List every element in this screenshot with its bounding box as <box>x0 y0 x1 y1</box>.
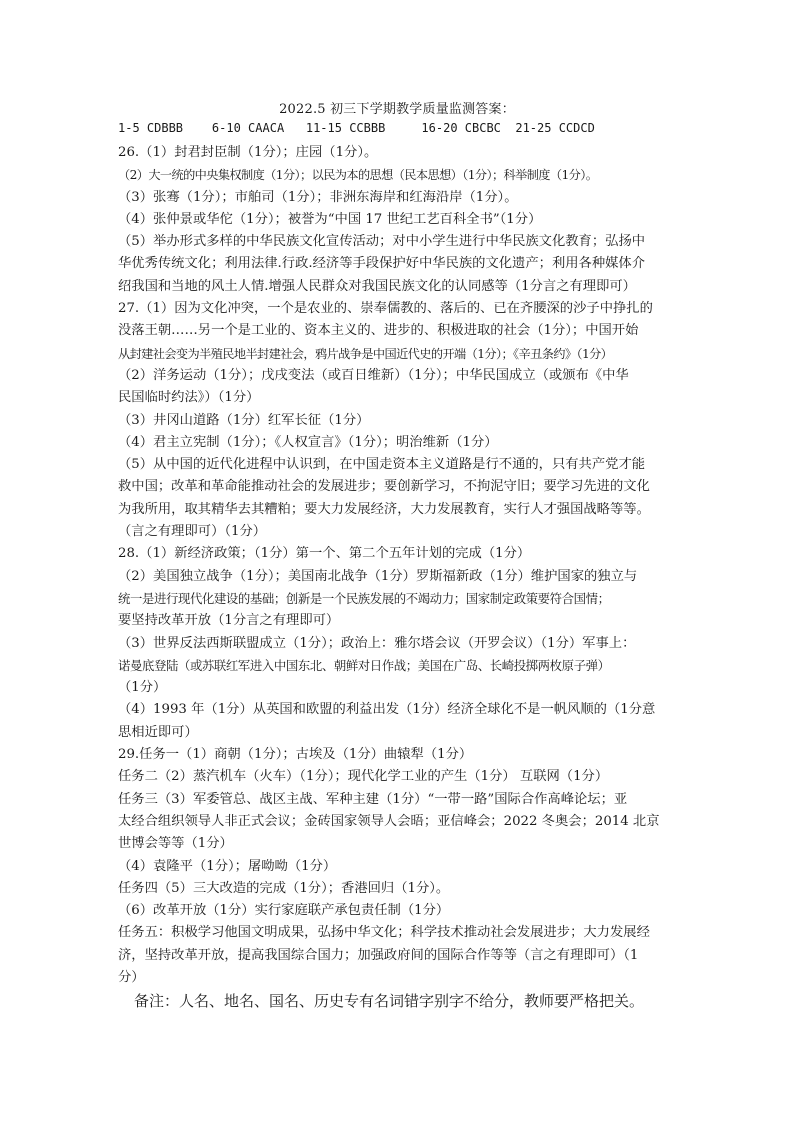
answer-line: 民国临时约法》）（1分） <box>118 390 260 406</box>
answer-line: 任务二（2）蒸汽机车（火车）（1分）；现代化学工业的产生（1分） 互联网（1分） <box>118 769 609 785</box>
answer-line: 分） <box>118 969 145 985</box>
answer-line: （5）从中国的近代化进程中认识到，在中国走资本主义道路是行不通的，只有共产党才能 <box>118 457 646 473</box>
answer-line: （3）张骞（1分）；市舶司（1分）；非洲东海岸和红海沿岸（1分）。 <box>118 189 518 205</box>
answer-line: （4）君主立宪制（1分）；《人权宣言》（1分）；明治维新（1分） <box>118 434 498 450</box>
multiple-choice-answer-key: 1-5 CDBBB 6-10 CAACA 11-15 CCBBB 16-20 CBCBC 21-25 CCDCD <box>118 121 595 135</box>
answer-line: （3）井冈山道路（1分）红军长征（1分） <box>118 412 370 428</box>
answer-line: 任务四（5）三大改造的完成（1分）；香港回归（1分）。 <box>118 880 450 896</box>
answer-line: 诺曼底登陆（或苏联红军进入中国东北、朝鲜对日作战；美国在广岛、长崎投掷两枚原子弹） <box>118 657 610 673</box>
answer-line: （2）洋务运动（1分）；戊戌变法（或百日维新）（1分）；中华民国成立（或颁布《中华 <box>118 367 629 383</box>
answer-line: （2）大一统的中央集权制度（1分）；以民为本的思想（民本思想）（1分）；科举制度（1分）。 <box>118 168 598 183</box>
answer-line: 27.（1）因为文化冲突，一个是农业的、崇奉儒教的、落后的、已在齐腰深的沙子中挣扎的 <box>118 301 653 317</box>
answer-line: （2）美国独立战争（1分）；美国南北战争（1分）罗斯福新政（1分）维护国家的独立与 <box>118 568 638 584</box>
document-title: 2022.5 初三下学期教学质量监测答案： <box>279 102 515 117</box>
answer-body <box>118 142 690 989</box>
answer-line: （4）袁隆平（1分）；屠呦呦（1分） <box>118 858 337 874</box>
answer-line: （3）世界反法西斯联盟成立（1分）；政治上：雅尔塔会议（开罗会议）（1分）军事上： <box>118 635 636 651</box>
answer-line: （1分） <box>118 680 167 696</box>
answer-line: 任务五：积极学习他国文明成果，弘扬中华文化；科学技术推动社会发展进步；大力发展经 <box>118 925 650 941</box>
answer-line: （言之有理即可）（1分） <box>118 524 267 540</box>
grading-note: 备注：人名、地名、国名、历史专有名词错字别字不给分，教师要严格把关。 <box>134 992 645 1010</box>
answer-line: 29.任务一（1）商朝（1分）；古埃及（1分）曲辕犁（1分） <box>118 747 473 763</box>
answer-line: （4）张仲景或华佗（1分）；被誉为“中国 17 世纪工艺百科全书”（1分） <box>118 211 542 227</box>
answer-line: 任务三（3）军委管总、战区主战、军种主建（1分）“一带一路”国际合作高峰论坛；亚 <box>118 791 628 807</box>
answer-line: 从封建社会变为半殖民地半封建社会，鸦片战争是中国近代史的开端（1分）；《辛丑条约》（1分） <box>118 346 613 361</box>
answer-line: 华优秀传统文化；利用法律.行政.经济等手段保护好中华民族的文化遗产；利用各种媒体介 <box>118 256 646 272</box>
answer-line: 没落王朝……另一个是工业的、资本主义的、进步的、积极进取的社会（1分）；中国开始 <box>118 323 639 339</box>
answer-line: 济，坚持改革开放，提高我国综合国力；加强政府间的国际合作等等（言之有理即可）（1 <box>118 947 639 963</box>
answer-line: 太经合组织领导人非正式会议；金砖国家领导人会晤；亚信峰会；2022 冬奥会；2014 北京 <box>118 813 660 829</box>
answer-line: 要坚持改革开放（1分言之有理即可） <box>118 613 340 629</box>
answer-line: （5）举办形式多样的中华民族文化宣传活动；对中小学生进行中华民族文化教育；弘扬中 <box>118 234 646 250</box>
answer-line: 思相近即可） <box>118 724 198 740</box>
answer-line: （6）改革开放（1分）实行家庭联产承包责任制（1分） <box>118 903 450 919</box>
answer-line: 26.（1）封君封臣制（1分）；庄园（1分）。 <box>118 145 378 160</box>
answer-line: 绍我国和当地的风土人情.增强人民群众对我国民族文化的认同感等（1分言之有理即可） <box>118 278 636 294</box>
answer-line: （4）1993 年（1分）从英国和欧盟的利益出发（1分）经济全球化不是一帆风顺的（1分意 <box>118 702 656 718</box>
answer-line: 统一是进行现代化建设的基础；创新是一个民族发展的不竭动力；国家制定政策要符合国情； <box>118 590 610 606</box>
answer-line: 为我所用，取其精华去其糟粕；要大力发展经济，大力发展教育，实行人才强国战略等等。 <box>118 501 650 517</box>
answer-line: 世博会等等（1分） <box>118 836 233 852</box>
answer-line: 救中国；改革和革命能推动社会的发展进步；要创新学习，不拘泥守旧；要学习先进的文化 <box>118 479 650 495</box>
answer-line: 28.（1）新经济政策；（1分）第一个、第二个五年计划的完成（1分） <box>118 546 531 562</box>
